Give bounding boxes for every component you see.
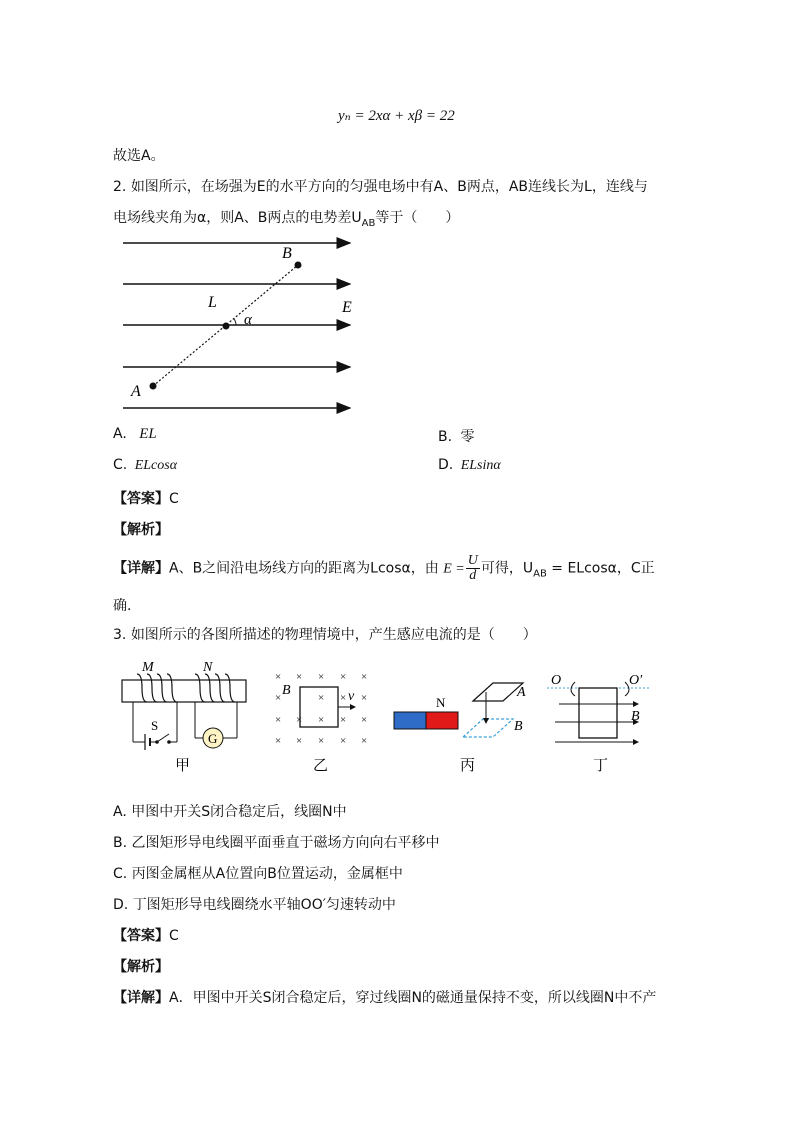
label-a: A [131,383,141,400]
svg-text:×: × [296,735,303,747]
q2-option-key: B. [438,429,453,445]
detail-label: 【详解】 [113,990,169,1006]
svg-text:×: × [318,735,325,747]
label-b: B [514,719,523,734]
svg-text:×: × [361,735,368,747]
q2-analysis-label: 【解析】 [113,522,169,538]
caption-jia: 甲 [175,758,191,774]
q2-stem-sub: AB [361,217,376,229]
q3-option-key: A. [113,804,127,820]
label-m: M [142,660,154,675]
q3-option-key: C. [113,866,128,882]
q3-detail [113,987,656,1007]
q3-option-a [113,801,347,821]
detail-text3: = ELcosα，C正 [546,560,655,577]
q2-option-a [113,426,157,443]
label-a: A [517,685,526,700]
label-l: L [208,294,217,311]
label-e: E [342,299,352,316]
q2-stem-text1: 如图所示，在场强为E的水平方向的匀强电场中有A、B两点，AB连线长为L，连线与 [130,179,648,195]
label-o-prime: O′ [629,673,643,688]
q2-detail-line1 [113,554,655,583]
svg-text:×: × [361,671,368,683]
svg-text:×: × [275,671,282,683]
q2-number: 2. [113,179,127,195]
q2-stem-line1 [113,176,648,196]
label-alpha: α [244,312,252,328]
q2-option-d [438,457,501,474]
q2-figure [115,232,365,422]
q3-option-b [113,832,440,852]
q3-answer [113,925,179,945]
q2-detail-line2: 确. [113,598,132,614]
svg-text:×: × [318,714,325,726]
q2-option-b [438,426,475,446]
q2-option-text: ELcosα [134,458,178,473]
detail-text: A．甲图中开关S闭合稳定后，穿过线圈N的磁通量保持不变，所以线圈N中不产 [169,990,657,1006]
answer-label: 【答案】 [113,928,169,944]
svg-text:×: × [318,692,325,704]
q3-figure-ding [545,660,655,775]
svg-text:×: × [275,692,282,704]
svg-text:×: × [361,714,368,726]
q2-option-c [113,457,177,474]
q2-option-text: EL [139,426,157,442]
q3-option-text: 乙图矩形导电线圈平面垂直于磁场方向向右平移中 [131,835,440,851]
q3-option-text: 甲图中开关S闭合稳定后，线圈N中 [131,804,347,820]
frac-denominator: d [469,568,477,583]
svg-text:×: × [318,671,325,683]
q2-option-text: 零 [460,429,475,445]
caption-ding: 丁 [593,758,609,774]
q2-answer [113,488,179,508]
svg-text:×: × [340,692,347,704]
q2-stem-text2: 电场线夹角为α，则A、B两点的电势差U [113,210,362,226]
label-n: N [203,660,213,675]
label-s: S [151,718,159,733]
q3-figure-yi [268,660,378,775]
point-mid [223,323,230,330]
detail-sub: AB [533,568,547,580]
answer-label: 【答案】 [113,491,169,507]
frame-b [463,719,513,737]
svg-text:×: × [296,671,303,683]
svg-text:×: × [340,735,347,747]
q2-stem-text2-end: 等于（ ） [375,210,460,226]
q2-option-key: A. [113,426,127,442]
q3-option-key: B. [113,835,128,851]
label-magnet-n: N [436,695,446,710]
answer-value: C [169,491,179,507]
svg-text:×: × [275,735,282,747]
q3-option-text: 丙图金属框从A位置向B位置运动，金属框中 [131,866,403,882]
label-b: B [631,709,640,724]
q3-option-c [113,863,403,883]
svg-text:×: × [340,671,347,683]
label-o: O [551,673,562,688]
q3-option-key: D. [113,897,129,913]
label-g: G [208,731,218,746]
top-equation: yₙ = 2xα + xβ = 22 [338,108,455,124]
detail-text1: A、B之间沿电场线方向的距离为Lcosα，由 [169,560,439,577]
caption-yi: 乙 [313,758,329,774]
q3-figure-jia [115,660,255,775]
svg-text:×: × [361,692,368,704]
top-conclusion: 故选A。 [113,148,165,164]
detail-label: 【详解】 [113,560,169,577]
q2-stem-line2 [113,207,459,229]
detail-fraction [466,554,480,583]
answer-value: C [169,928,179,944]
detail-text2: 可得，U [480,560,534,577]
q3-analysis-label: 【解析】 [113,959,169,975]
q3-stem [113,624,537,644]
q3-option-d [113,894,396,914]
q2-option-key: D. [438,457,454,473]
svg-text:×: × [275,714,282,726]
magnet-n [426,712,458,729]
label-b: B [282,245,292,262]
q3-option-text: 丁图矩形导电线圈绕水平轴OO′匀速转动中 [132,897,396,913]
svg-text:×: × [340,714,347,726]
magnet-s [394,712,426,729]
label-v: v [348,689,355,704]
frac-numerator: U [467,553,478,568]
frame-a [473,683,523,701]
caption-bing: 丙 [460,758,476,774]
q2-option-text: ELsinα [460,458,501,473]
q3-stem-text: 如图所示的各图所描述的物理情境中，产生感应电流的是（ ） [130,627,537,643]
label-b: B [282,683,291,698]
svg-text:×: × [296,714,303,726]
detail-frac-eq: E = [443,561,465,577]
q3-figure-bing [390,660,540,775]
point-a [150,383,157,390]
coil-rect [579,688,617,738]
point-b [295,262,302,269]
q3-number: 3. [113,627,127,643]
q2-option-key: C. [113,457,128,473]
angle-arc [234,319,236,325]
